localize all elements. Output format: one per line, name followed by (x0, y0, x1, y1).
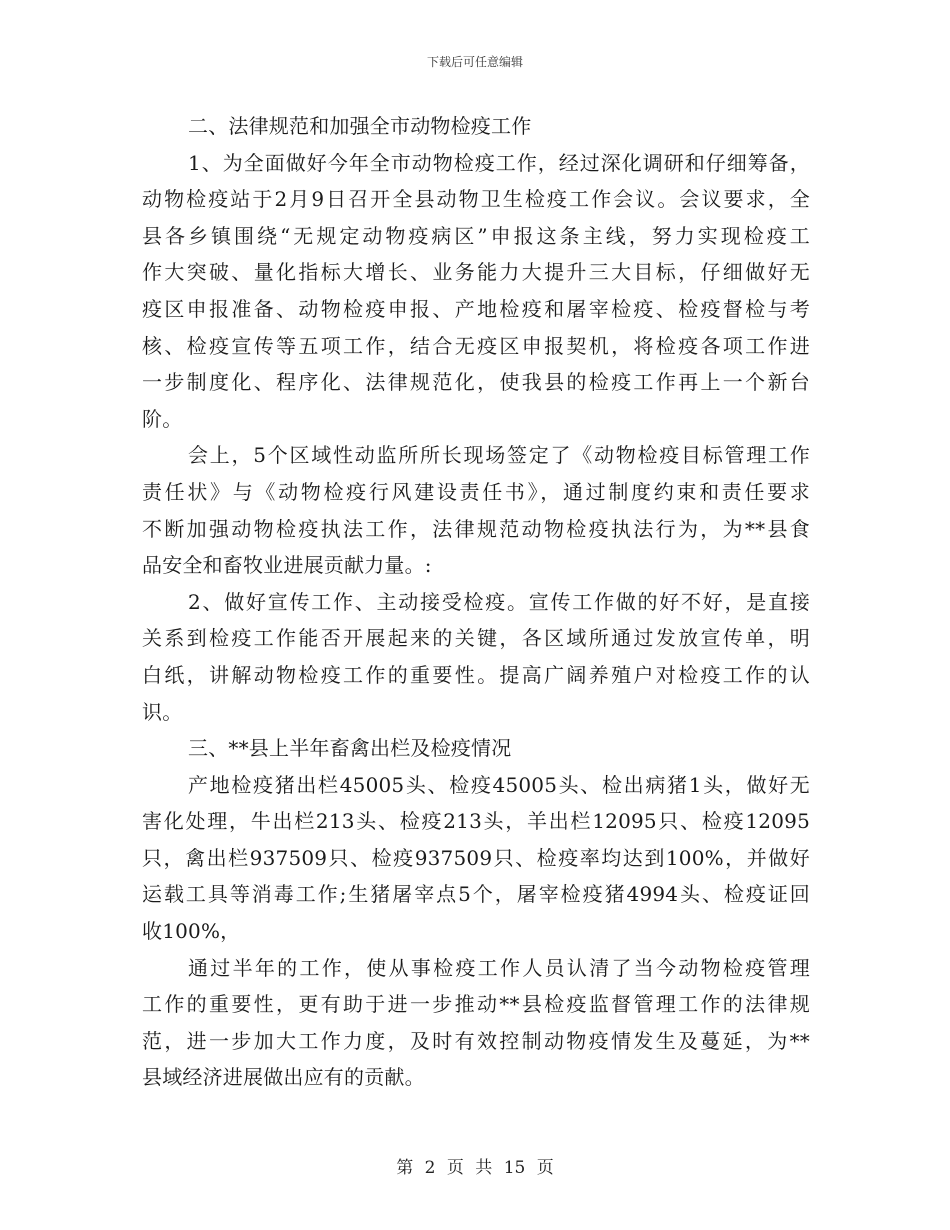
text-line: 县域经济进展做出应有的贡献。 (142, 1065, 425, 1090)
text-line: 通过半年的工作，使从事检疫工作人员认清了当今动物检疫管理 (188, 955, 810, 980)
text-line: 2、做好宣传工作、主动接受检疫。宣传工作做的好不好，是直接 (188, 589, 810, 614)
text-line: 二、法律规范和加强全市动物检疫工作 (188, 114, 532, 138)
text-line: 阶。 (142, 406, 183, 431)
text-line: 产地检疫猪出栏45005头、检疫45005头、检出病猪1头，做好无 (188, 772, 810, 797)
header-note: 下载后可任意编辑 (426, 55, 523, 69)
text-line: 白纸，讲解动物检疫工作的重要性。提高广阔养殖户对检疫工作的认 (142, 662, 810, 687)
text-line: 责任状》与《动物检疫行风建设责任书》，通过制度约束和责任要求 (142, 479, 810, 504)
text-line: 收100%， (142, 919, 241, 944)
text-line: 一步制度化、程序化、法律规范化，使我县的检疫工作再上一个新台 (142, 370, 810, 395)
text-line: 范，进一步加大工作力度，及时有效控制动物疫情发生及蔓延，为** (142, 1028, 810, 1053)
text-line: 关系到检疫工作能否开展起来的关键，各区域所通过发放宣传单，明 (142, 626, 810, 651)
text-line: 工作的重要性，更有助于进一步推动**县检疫监督管理工作的法律规 (142, 992, 810, 1017)
text-line: 动物检疫站于2月9日召开全县动物卫生检疫工作会议。会议要求，全 (142, 187, 810, 212)
page-footer: 第 2 页 共 15 页 (396, 1158, 554, 1178)
text-line: 疫区申报准备、动物检疫申报、产地检疫和屠宰检疫、检疫督检与考 (142, 296, 810, 321)
text-line: 1、为全面做好今年全市动物检疫工作，经过深化调研和仔细筹备， (188, 150, 810, 175)
text-line: 品安全和畜牧业进展贡献力量。: (142, 553, 432, 578)
text-line: 不断加强动物检疫执法工作，法律规范动物检疫执法行为，为**县食 (142, 516, 810, 541)
text-line: 三、**县上半年畜禽出栏及检疫情况 (188, 736, 512, 761)
text-line: 只，禽出栏937509只、检疫937509只、检疫率均达到100%，并做好 (142, 845, 810, 870)
document-body (142, 108, 810, 1096)
text-line: 害化处理，牛出栏213头、检疫213头，羊出栏12095只、检疫12095 (142, 809, 810, 834)
text-line: 运载工具等消毒工作;生猪屠宰点5个，屠宰检疫猪4994头、检疫证回 (142, 882, 810, 907)
text-line: 县各乡镇围绕“无规定动物疫病区”申报这条主线，努力实现检疫工 (142, 223, 810, 248)
text-line: 会上，5个区域性动监所所长现场签定了《动物检疫目标管理工作 (188, 443, 810, 468)
text-line: 作大突破、量化指标大增长、业务能力大提升三大目标，仔细做好无 (142, 260, 810, 285)
text-line: 识。 (142, 699, 183, 724)
text-line: 核、检疫宣传等五项工作，结合无疫区申报契机，将检疫各项工作进 (142, 333, 810, 358)
